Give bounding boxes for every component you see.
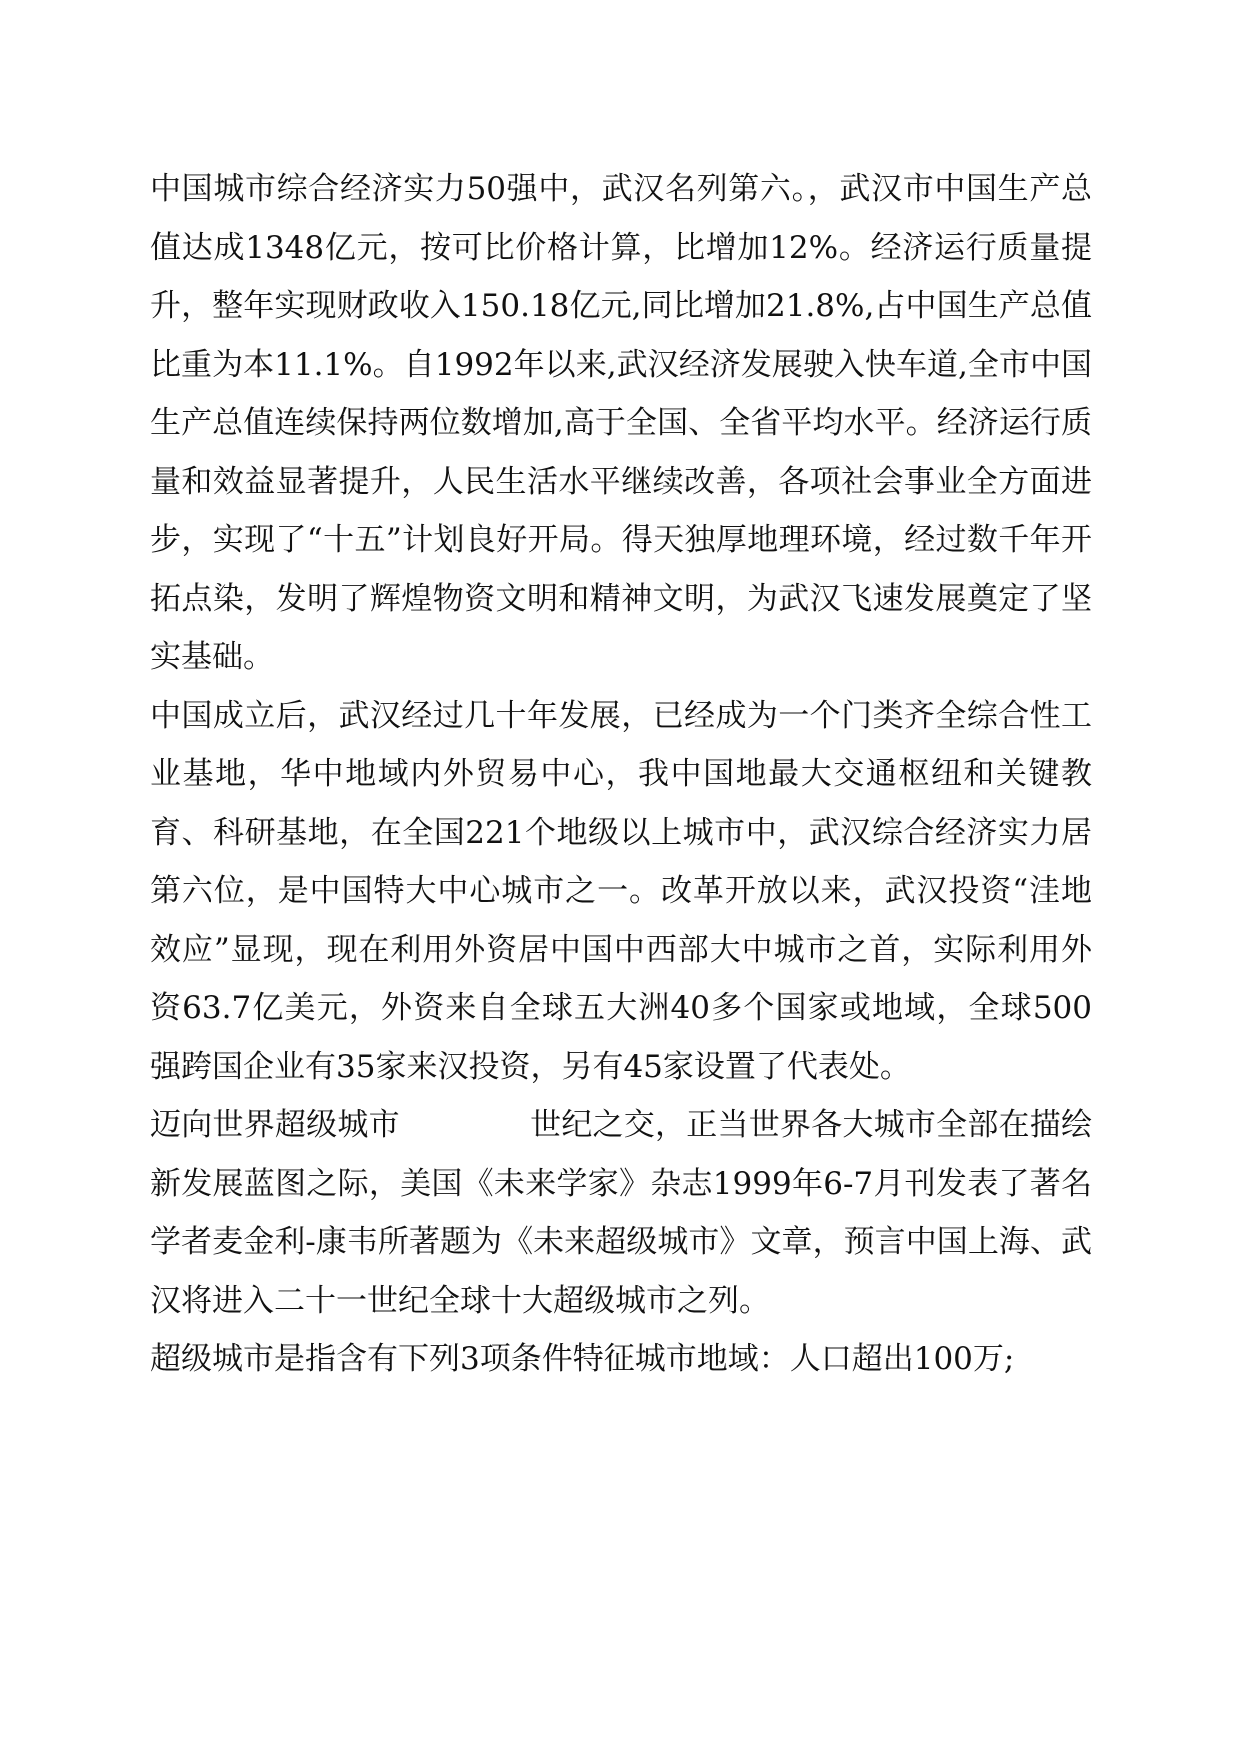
paragraph-definition: 超级城市是指含有下列3项条件特征城市地域：人口超出100万; (150, 1341, 1015, 1377)
paragraph-development: 中国成立后，武汉经过几十年发展，已经成为一个门类齐全综合性工业基地，华中地域内外贸易中心，我中国地最大交通枢纽和关键教育、科研基地，在全国221个地级以上城市中，武汉综合经济实力居第六位，是中国特大中心城市之一。改革开放以来，武汉投资“洼地效应”显现，现在利用外资居中国中西部大中城市之首，实际利用外资63.7亿美元，外资来自全球五大洲40多个国家或地域，全球500强跨国企业有35家来汉投资，另有45家设置了代表处。 (150, 697, 1092, 1085)
section-heading: 迈向世界超级城市 (150, 1107, 400, 1143)
paragraph-economy: 中国城市综合经济实力50强中，武汉名列第六。，武汉市中国生产总值达成1348亿元，按可比价格计算，比增加12%。经济运行质量提升，整年实现财政收入150.18亿元,同比增加21.8%,占中国生产总值比重为本11.1%。自1992年以来,武汉经济发展驶入快车道,全市中国生产总值连续保持两位数增加,高于全国、全省平均水平。经济运行质量和效益显著提升，人民生活水平继续改善，各项社会事业全方面进步，实现了“十五”计划良好开局。得天独厚地理环境，经过数千年开拓点染，发明了辉煌物资文明和精神文明，为武汉飞速发展奠定了坚实基础。 (150, 171, 1092, 675)
document-body (150, 160, 1092, 1389)
paragraph-supercity (150, 1096, 1092, 1330)
section-body: 世纪之交，正当世界各大城市全部在描绘新发展蓝图之际，美国《未来学家》杂志1999年6-7月刊发表了著名学者麦金利-康韦所著题为《未来超级城市》文章，预言中国上海、武汉将进入二十一世纪全球十大超级城市之列。 (150, 1107, 1093, 1319)
